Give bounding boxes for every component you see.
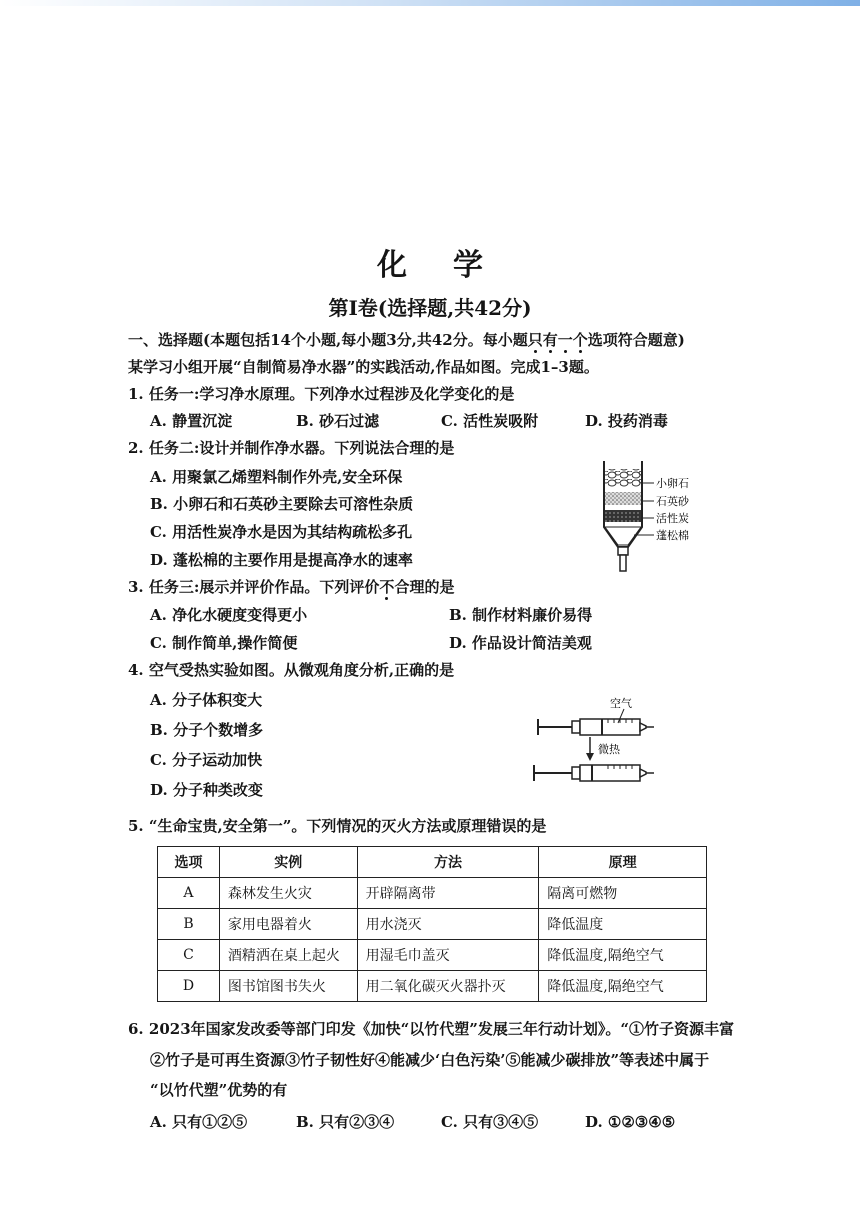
table-cell: A bbox=[158, 878, 220, 909]
activated-carbon-layer bbox=[605, 510, 641, 522]
table-header-row bbox=[158, 847, 707, 878]
question-6-option-c: C. 只有③④⑤ bbox=[441, 1113, 539, 1131]
emphasis-char: 有 bbox=[542, 331, 558, 349]
table-row bbox=[158, 971, 707, 1002]
question-3-stem-text: 3. 任务三:展示并评价作品。下列评价 bbox=[128, 578, 380, 596]
question-2-option-a: A. 用聚氯乙烯塑料制作外壳,安全环保 bbox=[150, 468, 403, 486]
question-1-option-a: A. 静置沉淀 bbox=[150, 412, 233, 430]
table-header-cell: 原理 bbox=[539, 847, 707, 878]
air-heating-figure bbox=[532, 695, 657, 790]
quartz-sand-layer bbox=[605, 492, 641, 505]
question-6-line-3: “以竹代塑”优势的有 bbox=[150, 1081, 288, 1099]
label-activated-carbon: 活性炭 bbox=[656, 512, 689, 525]
table-row bbox=[158, 878, 707, 909]
question-6-line-1: 6. 2023年国家发改委等部门印发《加快“以竹代塑”发展三年行动计划》。“①竹子资源丰富 bbox=[128, 1020, 735, 1038]
section-heading-text-end: 选项符合题意) bbox=[587, 331, 685, 349]
question-4-option-d: D. 分子种类改变 bbox=[150, 781, 263, 799]
pebble-layer bbox=[605, 469, 641, 487]
label-cotton: 蓬松棉 bbox=[656, 529, 689, 542]
question-2-option-c: C. 用活性炭净水是因为其结构疏松多孔 bbox=[150, 523, 413, 541]
table-header-cell: 选项 bbox=[158, 847, 220, 878]
question-1-stem: 1. 任务一:学习净水原理。下列净水过程涉及化学变化的是 bbox=[128, 385, 515, 403]
table-cell: C bbox=[158, 940, 220, 971]
label-air: 空气 bbox=[610, 697, 632, 710]
table-cell: 用二氧化碳灭火器扑灭 bbox=[357, 971, 539, 1002]
emphasis-char: 一 bbox=[557, 331, 573, 349]
table-cell: 隔离可燃物 bbox=[539, 878, 707, 909]
table-row bbox=[158, 909, 707, 940]
paper-section-subtitle: 第Ⅰ卷(选择题,共42分) bbox=[328, 296, 532, 320]
fire-methods-table bbox=[157, 846, 707, 1002]
table-header-cell: 方法 bbox=[357, 847, 539, 878]
question-3-stem bbox=[128, 577, 454, 597]
table-row bbox=[158, 940, 707, 971]
question-6-line-2: ②竹子是可再生资源③竹子韧性好④能减少‘白色污染’⑤能减少碳排放”等表述中属于 bbox=[150, 1051, 710, 1069]
table-cell: D bbox=[158, 971, 220, 1002]
label-quartz-sand: 石英砂 bbox=[656, 495, 689, 508]
question-6-option-d: D. ①②③④⑤ bbox=[585, 1113, 676, 1131]
question-2-option-b: B. 小卵石和石英砂主要除去可溶性杂质 bbox=[150, 495, 414, 513]
question-4-option-c: C. 分子运动加快 bbox=[150, 751, 263, 769]
question-4-stem: 4. 空气受热实验如图。从微观角度分析,正确的是 bbox=[128, 661, 455, 679]
table-header-cell: 实例 bbox=[219, 847, 357, 878]
emphasis-char: 个 bbox=[572, 331, 588, 349]
question-3-option-d: D. 作品设计简洁美观 bbox=[449, 634, 592, 652]
question-4-option-a: A. 分子体积变大 bbox=[150, 691, 263, 709]
table-cell: 开辟隔离带 bbox=[357, 878, 539, 909]
question-1-option-b: B. 砂石过滤 bbox=[296, 412, 380, 430]
table-cell: B bbox=[158, 909, 220, 940]
table-cell: 降低温度,隔绝空气 bbox=[539, 971, 707, 1002]
question-3-option-c: C. 制作简单,操作简便 bbox=[150, 634, 298, 652]
table-cell: 降低温度 bbox=[539, 909, 707, 940]
section-heading-text: 一、选择题(本题包括14个小题,每小题3分,共42分。每小题 bbox=[128, 331, 528, 349]
table-cell: 降低温度,隔绝空气 bbox=[539, 940, 707, 971]
question-3-option-a: A. 净化水硬度变得更小 bbox=[150, 606, 308, 624]
section-heading bbox=[128, 330, 685, 350]
question-3-stem-text-end: 合理的是 bbox=[394, 578, 455, 596]
question-3-option-b: B. 制作材料廉价易得 bbox=[449, 606, 593, 624]
question-1-option-c: C. 活性炭吸附 bbox=[441, 412, 539, 430]
syringe-after bbox=[534, 765, 654, 781]
question-6-option-a: A. 只有①②⑤ bbox=[150, 1113, 248, 1131]
label-gentle-heat: 微热 bbox=[598, 743, 620, 756]
table-cell: 酒精洒在桌上起火 bbox=[219, 940, 357, 971]
table-cell: 用水浇灭 bbox=[357, 909, 539, 940]
question-2-option-d: D. 蓬松棉的主要作用是提高净水的速率 bbox=[150, 551, 413, 569]
syringe-before bbox=[538, 719, 654, 735]
emphasis-char: 不 bbox=[379, 578, 395, 596]
table-cell: 家用电器着火 bbox=[219, 909, 357, 940]
table-cell: 森林发生火灾 bbox=[219, 878, 357, 909]
water-purifier-figure bbox=[596, 455, 716, 575]
section-intro: 某学习小组开展“自制简易净水器”的实践活动,作品如图。完成1–3题。 bbox=[128, 358, 599, 376]
table-cell: 用湿毛巾盖灭 bbox=[357, 940, 539, 971]
label-pebbles: 小卵石 bbox=[656, 477, 689, 490]
question-4-option-b: B. 分子个数增多 bbox=[150, 721, 264, 739]
scan-top-band bbox=[0, 0, 860, 6]
question-6-option-b: B. 只有②③④ bbox=[296, 1113, 395, 1131]
emphasis-char: 只 bbox=[527, 331, 543, 349]
question-1-option-d: D. 投药消毒 bbox=[585, 412, 668, 430]
question-5-stem: 5. “生命宝贵,安全第一”。下列情况的灭火方法或原理错误的是 bbox=[128, 817, 547, 835]
question-2-stem: 2. 任务二:设计并制作净水器。下列说法合理的是 bbox=[128, 439, 455, 457]
table-cell: 图书馆图书失火 bbox=[219, 971, 357, 1002]
page-title: 化学 bbox=[377, 248, 529, 283]
